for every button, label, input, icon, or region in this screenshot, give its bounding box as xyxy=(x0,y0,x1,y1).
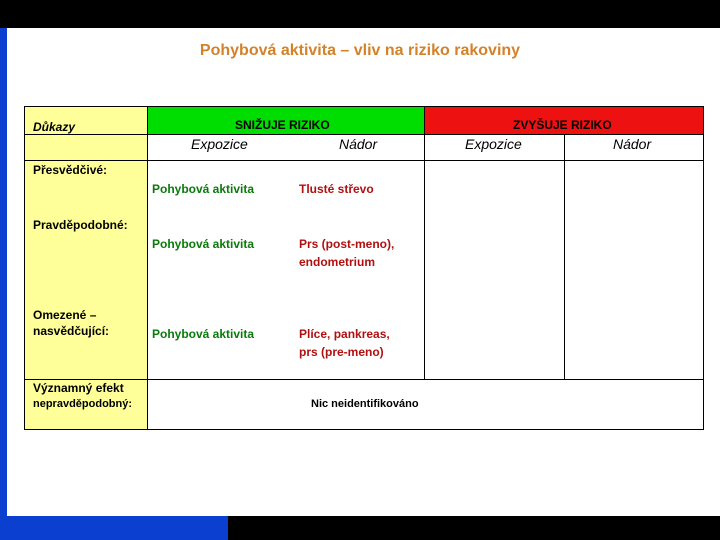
header-decreases-risk: SNIŽUJE RIZIKO xyxy=(235,118,330,132)
evidence-unlikely-line1: Významný efekt xyxy=(33,381,124,395)
row2-exposure: Pohybová aktivita xyxy=(152,237,255,251)
subheader-tumor-decreases: Nádor xyxy=(339,136,378,152)
subheader-exposure-decreases: Expozice xyxy=(191,136,248,152)
row3-exposure: Pohybová aktivita xyxy=(152,327,255,341)
slide-title: Pohybová aktivita – vliv na riziko rakoviny xyxy=(199,42,521,59)
bottom-accent-bar xyxy=(0,516,228,540)
row2-tumor-line1: Prs (post-meno), xyxy=(299,237,395,251)
evidence-table xyxy=(24,106,704,430)
evidence-probable: Pravděpodobné: xyxy=(33,218,128,232)
row1-exposure: Pohybová aktivita xyxy=(152,182,255,196)
row2-tumor-line2: endometrium xyxy=(299,255,376,269)
evidence-limited-line1: Omezené – xyxy=(33,308,97,322)
row4-note: Nic neidentifikováno xyxy=(311,398,419,410)
evidence-convincing: Přesvědčivé: xyxy=(33,163,108,177)
evidence-unlikely-line2: nepravděpodobný: xyxy=(33,398,133,410)
header-evidence: Důkazy xyxy=(33,120,76,134)
left-accent-bar xyxy=(0,28,7,516)
subheader-exposure-increases: Expozice xyxy=(465,136,522,152)
row1-tumor: Tlusté střevo xyxy=(299,182,374,196)
evidence-limited-line2: nasvědčující: xyxy=(33,324,110,338)
row3-tumor-line2: prs (pre-meno) xyxy=(299,345,384,359)
header-increases-risk: ZVYŠUJE RIZIKO xyxy=(513,118,612,132)
subheader-tumor-increases: Nádor xyxy=(613,136,652,152)
row3-tumor-line1: Plíce, pankreas, xyxy=(299,327,390,341)
